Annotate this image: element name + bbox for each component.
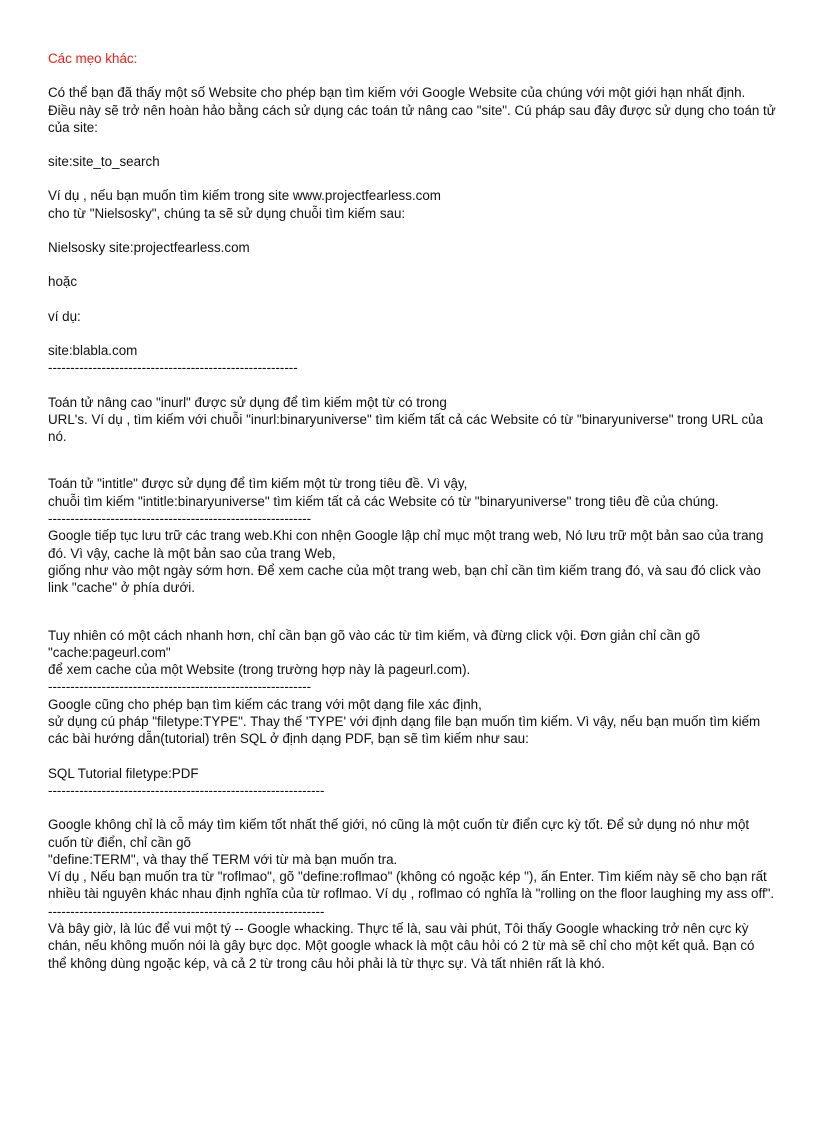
sql-query: SQL Tutorial filetype:PDF (48, 765, 199, 781)
site-syntax: site:site_to_search (48, 154, 160, 170)
divider-rule-3: ----------------------------------------------------------- (48, 679, 312, 695)
or-text: hoặc (48, 274, 78, 290)
faster-line-1: Tuy nhiên có một cách nhanh hơn, chỉ cần bạn gõ vào các từ tìm kiếm, và đừng click vội. Đơn giản chỉ cần gõ "cache:pageurl.com" (48, 627, 701, 660)
blabla-query: site:blabla.com (48, 342, 138, 358)
example-line-1: Ví dụ , nếu bạn muốn tìm kiếm trong site www.projectfearless.com (48, 188, 441, 204)
faster-line-2: để xem cache của một Website (trong trường hợp này là pageurl.com). (48, 662, 471, 678)
document-page (48, 50, 776, 972)
filetype-line-1: Google cũng cho phép bạn tìm kiếm các trang với một dạng file xác định, (48, 696, 482, 712)
divider-rule-4: -------------------------------------------------------------- (48, 782, 325, 798)
filetype-line-2: sử dụng cú pháp "filetype:TYPE". Thay thế 'TYPE' với định dạng file bạn muốn tìm kiếm. Vì vậy, nếu bạn muốn tìm kiếm các bài hướng dẫn(tutorial) trên SQL ở định dạng PDF, bạn sẽ tìm kiếm như sau: (48, 714, 761, 747)
cache-line-1: Google tiếp tục lưu trữ các trang web.Khi con nhện Google lập chỉ mục một trang web, Nó lưu trữ một bản sao của trang đó. Vì vậy, cache là một bản sao của trang Web, (48, 528, 764, 561)
intro-paragraph: Có thể bạn đã thấy một số Website cho phép bạn tìm kiếm với Google Website của chúng với một giới hạn nhất định. Điều này sẽ trở nên hoàn hảo bằng cách sử dụng các toán tử nâng cao "site". Cú pháp sau đây được sử dụng cho toán tử của site: (48, 85, 776, 135)
define-line-1: Google không chỉ là cỗ máy tìm kiếm tốt nhất thế giới, nó cũng là một cuốn từ điển cực kỳ tốt. Để sử dụng nó như một cuốn từ điển, chỉ cần gõ (48, 817, 750, 850)
section-heading: Các mẹo khác: (48, 51, 138, 66)
divider-rule-5: -------------------------------------------------------------- (48, 903, 325, 919)
intitle-line-2: chuỗi tìm kiếm "intitle:binaryuniverse" tìm kiếm tất cả các Website có từ "binaryuniverse" trong tiêu đề của chúng. (48, 493, 719, 509)
define-line-2: "define:TERM", và thay thế TERM với từ mà bạn muốn tra. (48, 851, 398, 867)
whacking-paragraph: Và bây giờ, là lúc để vui một tý -- Google whacking. Thực tế là, sau vài phút, Tôi thấy Google whacking trở nên cực kỳ chán, nếu không muốn nói là gây bực dọc. Một google whack là một câu hỏi có 2 từ mà sẽ chỉ cho một kết quả. Bạn có thể không dùng ngoặc kép, và cả 2 từ trong câu hỏi phải là từ thực sự. Và tất nhiên rất là khó. (48, 920, 755, 971)
cache-line-2: giống như vào một ngày sớm hơn. Để xem cache của một trang web, bạn chỉ cần tìm kiếm trang đó, và sau đó click vào link "cache" ở phía dưới. (48, 562, 761, 596)
inurl-line-1: Toán tử nâng cao "inurl" được sử dụng để tìm kiếm một từ có trong (48, 394, 447, 410)
inurl-line-2: URL's. Ví dụ , tìm kiếm với chuỗi "inurl:binaryuniverse" tìm kiếm tất cả các Website có từ "binaryuniverse" trong URL của nó. (48, 411, 764, 445)
example-line-2: cho từ "Nielsosky", chúng ta sẽ sử dụng chuỗi tìm kiếm sau: (48, 205, 406, 221)
divider-rule-2: ----------------------------------------------------------- (48, 511, 312, 527)
example-label: ví dụ: (48, 308, 81, 324)
define-line-3: Ví dụ , Nếu bạn muốn tra từ "roflmao", gõ "define:roflmao" (không có ngoặc kép "), ấn Enter. Tìm kiếm này sẽ cho bạn rất nhiều tài nguyên khác nhau định nghĩa của từ roflmao. Ví dụ , roflmao có nghĩa là "rolling on the floor laughing my ass off". (48, 869, 775, 902)
nielsosky-query: Nielsosky site:projectfearless.com (48, 240, 250, 256)
intitle-line-1: Toán tử "intitle" được sử dụng để tìm kiếm một từ trong tiêu đề. Vì vậy, (48, 476, 468, 492)
divider-rule-1: -------------------------------------------------------- (48, 360, 298, 376)
